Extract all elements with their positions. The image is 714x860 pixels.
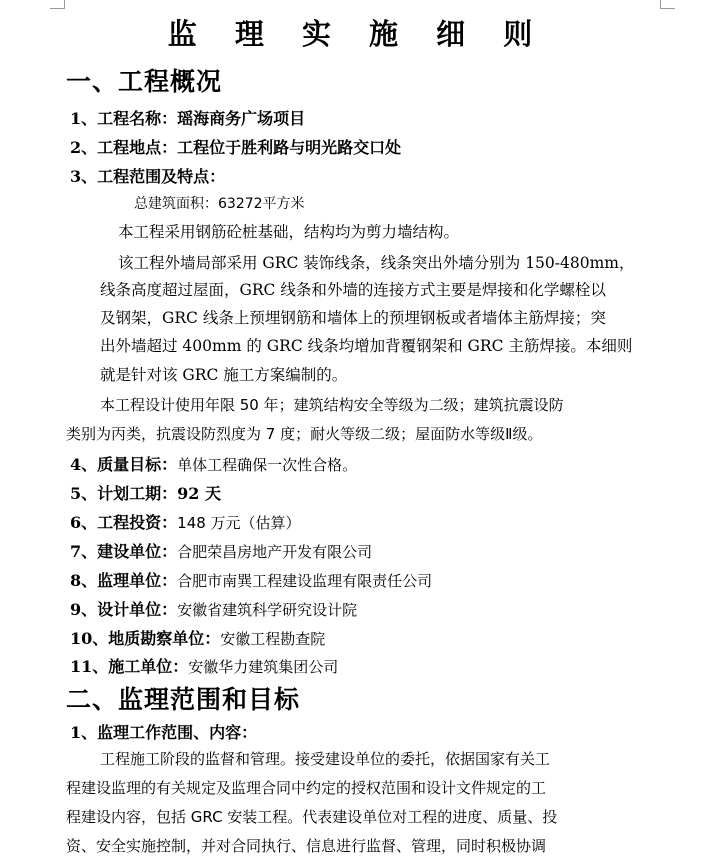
scope-paragraph-line: 程建设内容，包括 GRC 安装工程。代表建设单位对工程的进度、质量、投 bbox=[66, 808, 558, 826]
list-item: 5、计划工期：92 天 bbox=[70, 484, 221, 503]
list-item: 1、监理工作范围、内容： bbox=[70, 723, 258, 742]
grc-paragraph-line: 线条高度超过屋面，GRC 线条和外墙的连接方式主要是焊接和化学螺栓以 bbox=[100, 281, 606, 299]
section-heading-scope: 二、监理范围和目标 bbox=[66, 685, 301, 714]
foundation-line: 本工程采用钢筋砼桩基础，结构均为剪力墙结构。 bbox=[118, 223, 460, 241]
list-item: 1、工程名称：瑶海商务广场项目 bbox=[70, 109, 306, 128]
list-item: 9、设计单位：安徽省建筑科学研究设计院 bbox=[70, 600, 358, 619]
list-item: 7、建设单位：合肥荣昌房地产开发有限公司 bbox=[70, 542, 373, 561]
list-item: 4、质量目标：单体工程确保一次性合格。 bbox=[70, 455, 358, 474]
list-item: 11、施工单位：安徽华力建筑集团公司 bbox=[70, 657, 339, 676]
grc-paragraph-line: 就是针对该 GRC 施工方案编制的。 bbox=[100, 366, 348, 384]
scope-paragraph-line: 程建设监理的有关规定及监理合同中约定的授权范围和设计文件规定的工 bbox=[66, 779, 547, 797]
list-item: 3、工程范围及特点： bbox=[70, 167, 226, 186]
grc-paragraph-line: 及钢架，GRC 线条上预埋钢筋和墙体上的预埋钢板或者墙体主筋焊接；突 bbox=[100, 309, 606, 327]
scope-paragraph-line: 工程施工阶段的监督和管理。接受建设单位的委托，依据国家有关工 bbox=[100, 750, 551, 768]
page-corner-mark bbox=[50, 0, 65, 9]
page-corner-mark bbox=[660, 0, 675, 9]
grc-paragraph-line: 该工程外墙局部采用 GRC 装饰线条，线条突出外墙分别为 150-480mm， bbox=[118, 254, 635, 272]
area-line: 总建筑面积：63272平方米 bbox=[134, 196, 305, 212]
design-paragraph-line: 类别为丙类，抗震设防烈度为 7 度；耐火等级二级；屋面防水等级Ⅱ级。 bbox=[66, 425, 543, 443]
list-item: 8、监理单位：合肥市南巽工程建设监理有限责任公司 bbox=[70, 571, 433, 590]
section-heading-overview: 一、工程概况 bbox=[66, 67, 223, 96]
scope-paragraph-line: 资、安全实施控制，并对合同执行、信息进行监督、管理，同时积极协调 bbox=[66, 837, 547, 855]
grc-paragraph-line: 出外墙超过 400mm 的 GRC 线条均增加背覆钢架和 GRC 主筋焊接。本细则 bbox=[100, 337, 633, 355]
document-title: 监 理 实 施 细 则 bbox=[167, 17, 547, 51]
list-item: 2、工程地点：工程位于胜利路与明光路交口处 bbox=[70, 138, 402, 157]
list-item: 10、地质勘察单位：安徽工程勘查院 bbox=[70, 629, 326, 648]
design-paragraph-line: 本工程设计使用年限 50 年；建筑结构安全等级为二级；建筑抗震设防 bbox=[100, 396, 564, 414]
list-item: 6、工程投资：148 万元（估算） bbox=[70, 513, 301, 532]
